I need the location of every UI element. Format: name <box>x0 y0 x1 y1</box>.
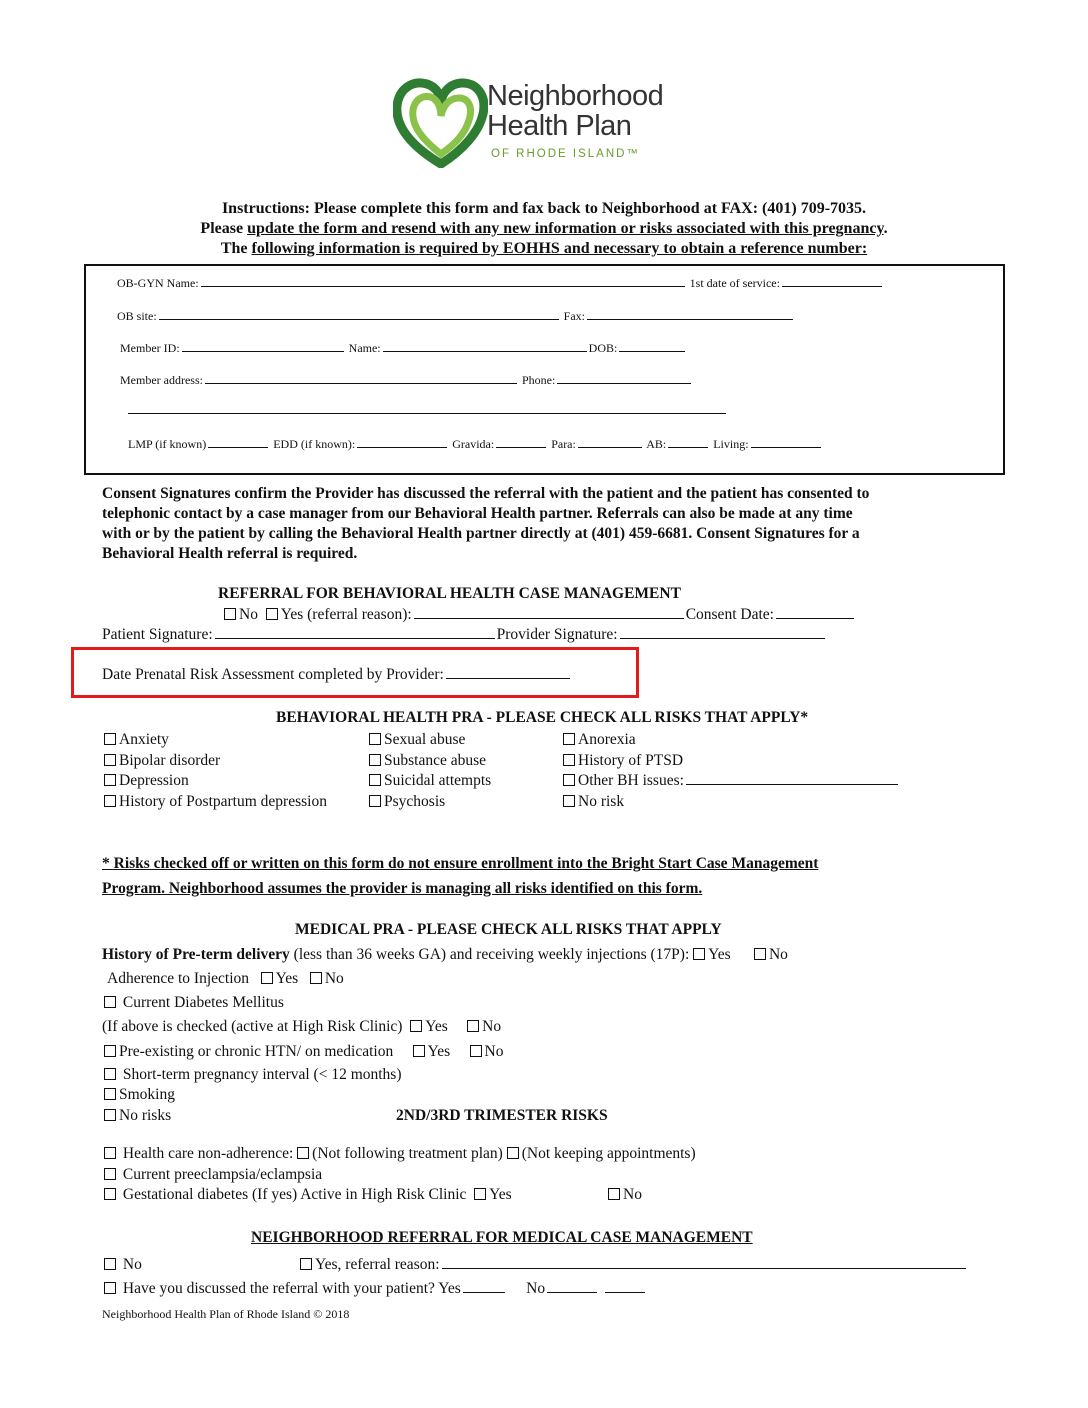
company-logo <box>393 76 698 168</box>
bh-pra-col2 <box>369 730 491 813</box>
htn-no-checkbox[interactable] <box>470 1045 482 1057</box>
bh-risk-checkbox[interactable] <box>563 733 575 745</box>
ab-label: AB: <box>646 437 667 451</box>
gestational-checkbox[interactable] <box>104 1188 116 1200</box>
ab-field[interactable] <box>668 435 708 448</box>
preterm-label-rest: (less than 36 weeks GA) and receiving weekly injections (17P): <box>289 946 690 963</box>
bh-pra-heading: BEHAVIORAL HEALTH PRA - PLEASE CHECK ALL RISKS THAT APPLY* <box>276 709 809 726</box>
consent-line3: with or by the patient by calling the Behavioral Health partner directly at (401) 459-6681. Consent Signatures for a <box>102 525 860 542</box>
bh-pra-col1 <box>104 730 327 813</box>
member-address-field[interactable] <box>205 371 517 384</box>
bh-risk-label: Other BH issues: <box>578 772 684 790</box>
gravida-field[interactable] <box>496 435 546 448</box>
signature-row <box>102 626 827 644</box>
non-adherence-label: Health care non-adherence: <box>122 1145 294 1162</box>
no-risks-checkbox[interactable] <box>104 1109 116 1121</box>
para-label: Para: <box>551 437 576 451</box>
para-field[interactable] <box>578 435 642 448</box>
no-label: No <box>482 1018 502 1035</box>
diabetes-row <box>104 994 284 1012</box>
bh-risk-checkbox[interactable] <box>104 733 116 745</box>
gravida-label: Gravida: <box>452 437 495 451</box>
bh-risk-label: Sexual abuse <box>384 731 466 748</box>
high-risk-clinic-label: (If above is checked (active at High Risk Clinic) <box>102 1018 403 1035</box>
medical-referral-no-label: No <box>122 1256 142 1273</box>
fax-label: Fax: <box>563 309 586 323</box>
short-interval-checkbox[interactable] <box>104 1068 116 1080</box>
bh-risk-label: Anorexia <box>578 731 636 748</box>
smoking-label: Smoking <box>119 1086 175 1103</box>
logo-line3: OF RHODE ISLAND™ <box>491 148 640 160</box>
patient-signature-label: Patient Signature: <box>102 626 213 643</box>
address-line-2[interactable] <box>128 401 726 414</box>
first-service-label: 1st date of service: <box>689 276 780 290</box>
bh-risk-checkbox[interactable] <box>369 733 381 745</box>
provider-signature-field[interactable] <box>620 626 825 639</box>
adherence-label: Adherence to Injection <box>107 970 250 987</box>
bh-risk-checkbox[interactable] <box>104 754 116 766</box>
bh-risk-item <box>563 792 900 813</box>
fax-field[interactable] <box>587 307 793 320</box>
ob-site-row <box>117 307 795 324</box>
adherence-yes-checkbox[interactable] <box>261 972 273 984</box>
bh-risk-checkbox[interactable] <box>563 754 575 766</box>
member-id-field[interactable] <box>182 339 344 352</box>
living-label: Living: <box>713 437 749 451</box>
bh-risk-label: History of PTSD <box>578 751 684 769</box>
bh-risk-item <box>369 771 491 792</box>
preterm-label-bold: History of Pre-term delivery <box>102 946 290 963</box>
instructions-line1: Instructions: Please complete this form and fax back to Neighborhood at FAX: (401) 709-7035. <box>221 200 867 217</box>
preeclampsia-label: Current preeclampsia/eclampsia <box>122 1166 323 1183</box>
consent-line2: telephonic contact by a case manager from our Behavioral Health partner. Referrals can also be made at any time <box>102 505 853 522</box>
bh-risk-label: History of Postpartum depression <box>119 793 327 811</box>
not-following-label: (Not following treatment plan) <box>312 1145 503 1162</box>
htn-yes-checkbox[interactable] <box>413 1045 425 1057</box>
medical-referral-yes-checkbox[interactable] <box>300 1258 312 1270</box>
bh-risk-item <box>104 730 327 751</box>
bh-referral-yes-label: Yes (referral reason): <box>280 606 412 623</box>
bh-risk-item <box>104 792 327 813</box>
gestational-yes-checkbox[interactable] <box>474 1188 486 1200</box>
bh-referral-options-row <box>224 606 856 624</box>
bh-risk-checkbox[interactable] <box>369 795 381 807</box>
disclaimer-line1: * Risks checked off or written on this form do not ensure enrollment into the Bright Start Case Management <box>102 855 819 872</box>
phone-label: Phone: <box>521 373 556 387</box>
edd-label: EDD (if known): <box>273 437 356 451</box>
obgyn-name-label: OB-GYN Name: <box>117 276 199 290</box>
other-bh-issues-field[interactable] <box>686 772 898 785</box>
instructions-line3-prefix: The <box>220 240 252 257</box>
medical-referral-no-option <box>104 1256 142 1274</box>
no-label: No <box>324 970 344 987</box>
high-risk-no-checkbox[interactable] <box>467 1020 479 1032</box>
ob-site-label: OB site: <box>117 309 157 323</box>
yes-label: Yes <box>427 1043 451 1060</box>
no-risks-label: No risks <box>119 1107 172 1124</box>
phone-field[interactable] <box>557 371 691 384</box>
bh-risk-item <box>104 751 327 772</box>
smoking-row <box>104 1086 175 1104</box>
bh-risk-item <box>563 751 900 772</box>
discussed-row <box>104 1280 647 1298</box>
medical-referral-reason-field[interactable] <box>442 1256 966 1269</box>
no-label: No <box>484 1043 504 1060</box>
pra-date-row <box>102 666 572 684</box>
diabetes-label: Current Diabetes Mellitus <box>122 994 284 1011</box>
yes-label: Yes <box>425 1018 448 1035</box>
footer-copyright: Neighborhood Health Plan of Rhode Island © 2018 <box>102 1307 350 1321</box>
discussed-checkbox[interactable] <box>104 1282 116 1294</box>
short-interval-row <box>104 1066 402 1084</box>
member-id-label: Member ID: <box>120 341 180 355</box>
pregnancy-details-row <box>128 435 823 452</box>
living-field[interactable] <box>751 435 821 448</box>
edd-field[interactable] <box>357 435 447 448</box>
bh-risk-item <box>563 771 900 792</box>
consent-date-label: Consent Date: <box>685 606 774 623</box>
bh-risk-checkbox[interactable] <box>369 754 381 766</box>
bh-risk-label: Anxiety <box>119 731 169 748</box>
bh-referral-no-checkbox[interactable] <box>224 608 236 620</box>
adherence-row <box>107 970 344 988</box>
lmp-field[interactable] <box>208 435 268 448</box>
instructions-line2-suffix: . <box>883 220 888 237</box>
no-label: No <box>768 946 788 963</box>
bh-referral-yes-checkbox[interactable] <box>266 608 278 620</box>
dob-label: DOB: <box>588 341 618 355</box>
discussed-label: Have you discussed the referral with your patient? Yes <box>122 1280 461 1297</box>
bh-risk-item <box>369 751 491 772</box>
medical-referral-heading: NEIGHBORHOOD REFERRAL FOR MEDICAL CASE MANAGEMENT <box>251 1229 753 1246</box>
obgyn-name-row <box>117 274 884 291</box>
medical-referral-yes-label: Yes, referral reason: <box>315 1256 440 1273</box>
instructions-line2-underlined: update the form and resend with any new information or risks associated with this pregnancy <box>247 220 884 237</box>
non-adherence-checkbox[interactable] <box>104 1147 116 1159</box>
high-risk-clinic-row <box>102 1018 501 1036</box>
heart-leaf-icon <box>393 76 488 168</box>
instructions-line2 <box>0 220 1088 238</box>
not-keeping-label: (Not keeping appointments) <box>521 1145 696 1162</box>
patient-signature-field[interactable] <box>215 626 495 639</box>
discussed-yes-field[interactable] <box>463 1280 505 1293</box>
ob-site-field[interactable] <box>159 307 559 320</box>
htn-row <box>104 1043 503 1061</box>
bh-risk-checkbox[interactable] <box>104 774 116 786</box>
logo-line2: Health Plan <box>487 110 632 142</box>
bh-referral-no-label: No <box>239 606 258 623</box>
yes-label: Yes <box>489 1186 512 1203</box>
bh-risk-checkbox[interactable] <box>563 795 575 807</box>
instructions-line3 <box>0 240 1088 258</box>
medical-referral-yes-option <box>300 1256 968 1274</box>
not-keeping-checkbox[interactable] <box>507 1147 519 1159</box>
bh-risk-item <box>369 792 491 813</box>
medical-referral-no-checkbox[interactable] <box>104 1258 116 1270</box>
obgyn-name-field[interactable] <box>201 274 685 287</box>
dob-field[interactable] <box>619 339 685 352</box>
preeclampsia-row <box>104 1166 322 1184</box>
disclaimer-line2: Program. Neighborhood assumes the provider is managing all risks identified on this form. <box>102 880 703 897</box>
discussed-no-label: No <box>526 1280 546 1297</box>
bh-risk-checkbox[interactable] <box>563 774 575 786</box>
gestational-row <box>104 1186 512 1204</box>
bh-referral-heading: REFERRAL FOR BEHAVIORAL HEALTH CASE MANAGEMENT <box>218 585 681 602</box>
adherence-no-checkbox[interactable] <box>310 972 322 984</box>
not-following-checkbox[interactable] <box>297 1147 309 1159</box>
high-risk-yes-checkbox[interactable] <box>410 1020 422 1032</box>
htn-checkbox[interactable] <box>104 1045 116 1057</box>
gestational-no-checkbox[interactable] <box>608 1188 620 1200</box>
non-adherence-row <box>104 1145 696 1163</box>
consent-line1: Consent Signatures confirm the Provider has discussed the referral with the patient and the patient has consented to <box>102 485 870 502</box>
bh-risk-label: Psychosis <box>384 793 446 811</box>
preterm-row <box>102 946 788 964</box>
htn-label: Pre-existing or chronic HTN/ on medication <box>119 1043 394 1060</box>
diabetes-checkbox[interactable] <box>104 996 116 1008</box>
member-address-row <box>120 371 693 388</box>
bh-risk-label: Suicidal attempts <box>384 772 492 790</box>
consent-line4: Behavioral Health referral is required. <box>102 545 358 562</box>
discussed-extra-field[interactable] <box>605 1280 645 1293</box>
name-label: Name: <box>348 341 381 355</box>
pra-date-label: Date Prenatal Risk Assessment completed by Provider: <box>102 666 444 683</box>
discussed-no-field[interactable] <box>547 1280 597 1293</box>
provider-signature-label: Provider Signature: <box>496 626 618 643</box>
medical-pra-heading: MEDICAL PRA - PLEASE CHECK ALL RISKS THAT APPLY <box>295 921 722 938</box>
no-label: No <box>623 1186 642 1203</box>
name-field[interactable] <box>383 339 587 352</box>
pra-date-field[interactable] <box>446 666 570 679</box>
bh-risk-item <box>563 730 900 751</box>
bh-risk-label: Depression <box>119 772 189 790</box>
trimester-heading: 2ND/3RD TRIMESTER RISKS <box>396 1107 608 1124</box>
gestational-no-option <box>608 1186 642 1204</box>
bh-pra-col3 <box>563 730 900 813</box>
bh-risk-item <box>369 730 491 751</box>
preterm-yes-checkbox[interactable] <box>693 948 705 960</box>
smoking-checkbox[interactable] <box>104 1088 116 1100</box>
no-risks-row <box>104 1107 171 1125</box>
bh-risk-item <box>104 771 327 792</box>
preeclampsia-checkbox[interactable] <box>104 1168 116 1180</box>
member-id-row <box>120 339 687 356</box>
bh-risk-checkbox[interactable] <box>104 795 116 807</box>
member-address-label: Member address: <box>120 373 203 387</box>
bh-risk-label: Substance abuse <box>384 751 487 769</box>
lmp-label: LMP (if known) <box>128 437 207 451</box>
yes-label: Yes <box>708 946 731 963</box>
logo-line1: Neighborhood <box>487 80 664 112</box>
short-interval-label: Short-term pregnancy interval (< 12 months) <box>122 1066 402 1083</box>
instructions-line3-underlined: following information is required by EOHHS and necessary to obtain a reference number: <box>251 240 868 257</box>
first-service-field[interactable] <box>782 274 882 287</box>
instructions-line2-prefix: Please <box>200 220 248 237</box>
bh-risk-label: No risk <box>578 793 625 811</box>
bh-risk-label: Bipolar disorder <box>119 751 221 769</box>
consent-date-field[interactable] <box>776 606 854 619</box>
preterm-no-checkbox[interactable] <box>754 948 766 960</box>
bh-risk-checkbox[interactable] <box>369 774 381 786</box>
yes-label: Yes <box>275 970 299 987</box>
bh-referral-reason-field[interactable] <box>414 606 684 619</box>
gestational-label: Gestational diabetes (If yes) Active in High Risk Clinic <box>122 1186 467 1203</box>
